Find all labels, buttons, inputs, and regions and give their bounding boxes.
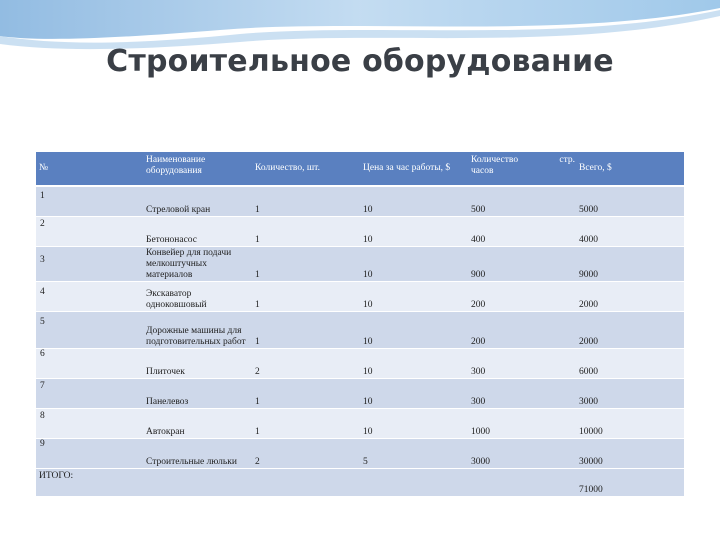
total-row xyxy=(36,468,684,496)
cell-rate: 10 xyxy=(360,216,468,246)
cell-name: Конвейер для подачи мелкоштучных материалов xyxy=(143,246,252,281)
header-hours-suffix: стр. xyxy=(559,155,575,165)
row-number: 4 xyxy=(40,287,45,297)
cell-qty: 1 xyxy=(252,408,360,438)
row-number: 8 xyxy=(40,411,45,421)
cell-hours: 200 xyxy=(468,281,576,311)
cell-qty: 1 xyxy=(252,246,360,281)
table-row xyxy=(36,186,684,216)
row-number: 3 xyxy=(40,255,45,265)
cell-hours: 500 xyxy=(468,186,576,216)
table-header-row xyxy=(36,152,684,187)
cell-total: 30000 xyxy=(576,438,684,468)
table-row xyxy=(36,348,684,378)
table-row xyxy=(36,438,684,468)
table-row xyxy=(36,311,684,348)
cell-qty: 1 xyxy=(252,186,360,216)
cell-total: 9000 xyxy=(576,246,684,281)
cell-hours: 300 xyxy=(468,378,576,408)
cell-total: 3000 xyxy=(576,378,684,408)
row-number: 5 xyxy=(40,317,45,327)
cell-rate: 10 xyxy=(360,281,468,311)
equipment-table xyxy=(36,151,684,497)
cell-total: 2000 xyxy=(576,311,684,348)
table-row xyxy=(36,408,684,438)
cell-qty: 2 xyxy=(252,348,360,378)
cell-rate: 10 xyxy=(360,378,468,408)
cell-rate: 10 xyxy=(360,348,468,378)
cell-name: Строительные люльки xyxy=(143,438,252,468)
cell-qty: 2 xyxy=(252,438,360,468)
cell-rate: 10 xyxy=(360,408,468,438)
total-label: ИТОГО: xyxy=(36,468,143,496)
header-hours xyxy=(468,152,576,187)
cell-total: 10000 xyxy=(576,408,684,438)
cell-qty: 1 xyxy=(252,281,360,311)
cell-hours: 3000 xyxy=(468,438,576,468)
grand-total: 71000 xyxy=(576,468,684,496)
cell-qty: 1 xyxy=(252,311,360,348)
header-hours-line2: часов xyxy=(471,166,494,176)
cell-rate: 10 xyxy=(360,311,468,348)
cell-hours: 300 xyxy=(468,348,576,378)
header-rate: Цена за час работы, $ xyxy=(360,152,468,187)
row-number: 6 xyxy=(40,349,45,359)
header-num: № xyxy=(36,152,143,187)
table-row xyxy=(36,246,684,281)
header-qty: Количество, шт. xyxy=(252,152,360,187)
cell-name: Экскаватор одноковшовый xyxy=(143,281,252,311)
row-number: 2 xyxy=(40,219,45,229)
cell-name: Автокран xyxy=(143,408,252,438)
cell-hours: 200 xyxy=(468,311,576,348)
cell-qty: 1 xyxy=(252,378,360,408)
header-hours-label: Количество xyxy=(471,155,519,165)
page-title: Строительное оборудование xyxy=(106,44,614,79)
row-number: 7 xyxy=(40,381,45,391)
cell-rate: 5 xyxy=(360,438,468,468)
cell-hours: 900 xyxy=(468,246,576,281)
cell-qty: 1 xyxy=(252,216,360,246)
table-row xyxy=(36,378,684,408)
cell-total: 6000 xyxy=(576,348,684,378)
cell-total: 5000 xyxy=(576,186,684,216)
cell-name: Бетононасос xyxy=(143,216,252,246)
cell-rate: 10 xyxy=(360,186,468,216)
cell-name: Дорожные машины для подготовительных работ xyxy=(143,311,252,348)
table-row xyxy=(36,281,684,311)
cell-rate: 10 xyxy=(360,246,468,281)
cell-total: 4000 xyxy=(576,216,684,246)
row-number: 1 xyxy=(40,191,45,201)
table-row xyxy=(36,216,684,246)
cell-name: Стреловой кран xyxy=(143,186,252,216)
cell-hours: 1000 xyxy=(468,408,576,438)
cell-name: Панелевоз xyxy=(143,378,252,408)
cell-hours: 400 xyxy=(468,216,576,246)
row-number: 9 xyxy=(40,439,45,449)
cell-name: Плиточек xyxy=(143,348,252,378)
header-name: Наименование оборудования xyxy=(143,152,252,187)
cell-total: 2000 xyxy=(576,281,684,311)
header-total: Всего, $ xyxy=(576,152,684,187)
